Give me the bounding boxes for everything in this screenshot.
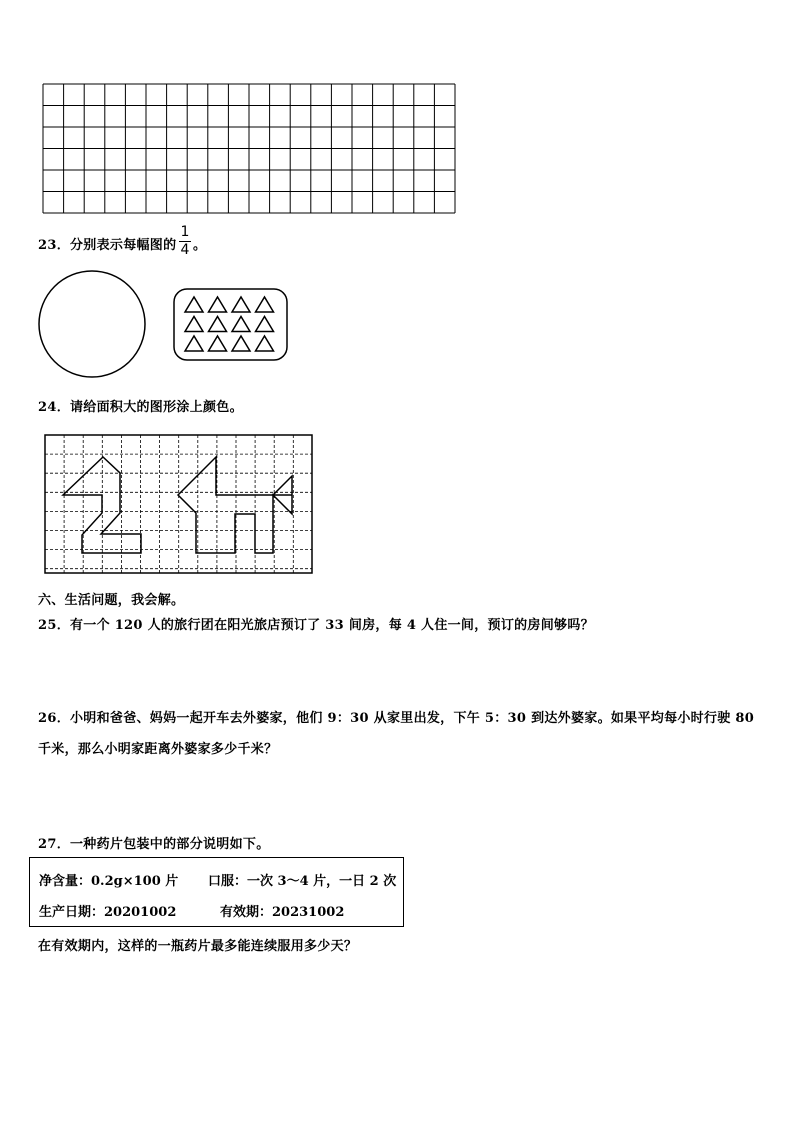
q24-text: 24．请给面积大的图形涂上颜色。 bbox=[38, 400, 243, 415]
q26-line1: 26．小明和爸爸、妈妈一起开车去外婆家，他们 9：30 从家里出发，下午 5：30 到达外婆家。如果平均每小时行驶 80 bbox=[38, 711, 755, 726]
medicine-label-box bbox=[29, 857, 404, 927]
expiry-date: 有效期：20231002 bbox=[220, 905, 345, 920]
q23-suffix: 。 bbox=[193, 238, 207, 253]
q23-fraction-denominator: 4 bbox=[180, 242, 190, 258]
q26-line2: 千米，那么小明家距离外婆家多少千米？ bbox=[38, 742, 278, 757]
q25-text: 25．有一个 120 人的旅行团在阳光旅店预订了 33 间房，每 4 人住一间，预订的房间够吗？ bbox=[38, 618, 594, 633]
net-content: 净含量：0.2g×100 片 bbox=[39, 874, 179, 889]
dosage: 口服：一次 3～4 片，一日 2 次 bbox=[208, 874, 397, 889]
q27-intro: 27．一种药片包装中的部分说明如下。 bbox=[38, 837, 270, 852]
q23-fraction-numerator: 1 bbox=[180, 224, 190, 240]
production-date: 生产日期：20201002 bbox=[39, 905, 177, 920]
q23-prefix: 23．分别表示每幅图的 bbox=[38, 238, 177, 253]
q24-shape-right bbox=[178, 457, 292, 553]
section6-title: 六、生活问题，我会解。 bbox=[38, 593, 185, 608]
q27-question: 在有效期内，这样的一瓶药片最多能连续服用多少天？ bbox=[38, 939, 358, 954]
